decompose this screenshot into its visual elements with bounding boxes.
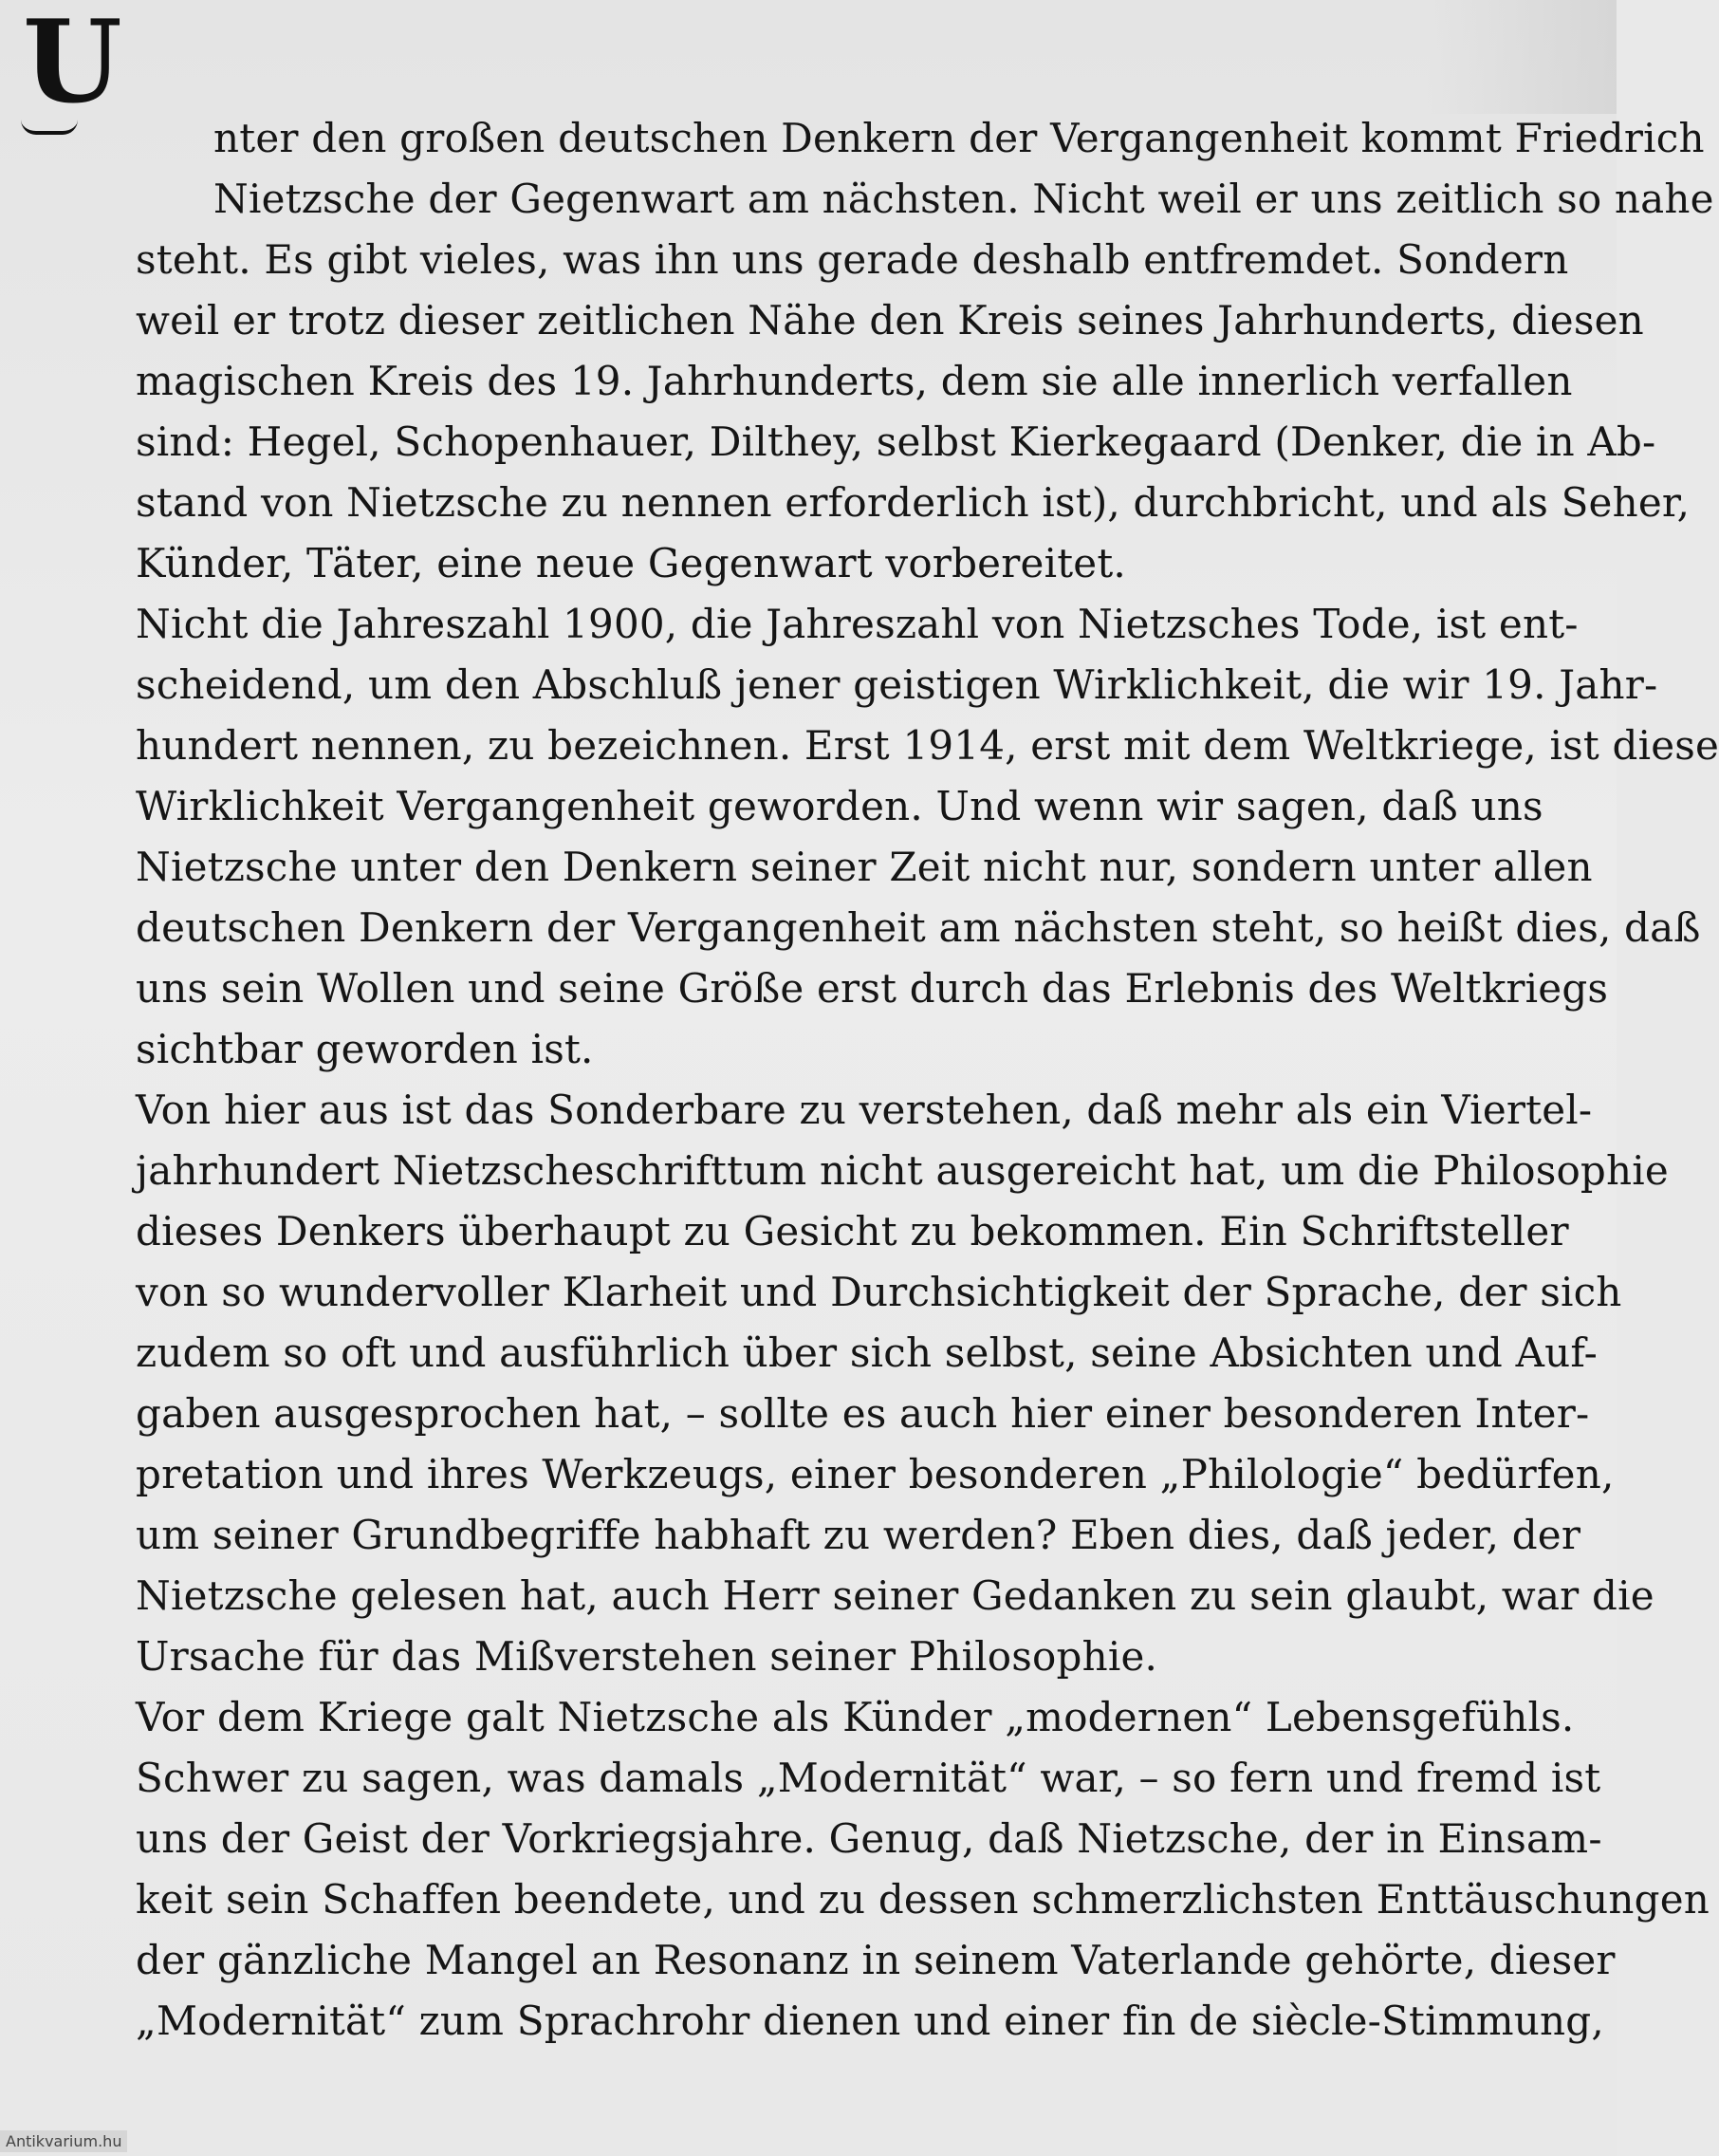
text-line: uns sein Wollen und seine Größe erst durch das Erlebnis des Weltkriegs (136, 965, 1609, 1012)
watermark: Antikvarium.hu (0, 2130, 127, 2152)
paragraph (136, 1080, 1669, 1687)
text-line: sind: Hegel, Schopenhauer, Dilthey, selbst Kierkegaard (Denker, die in Ab- (136, 418, 1656, 465)
text-line: Nietzsche der Gegenwart am nächsten. Nicht weil er uns zeitlich so nahe (213, 176, 1714, 222)
text-line: Nietzsche unter den Denkern seiner Zeit nicht nur, sondern unter allen (136, 844, 1593, 890)
text-line: steht. Es gibt vieles, was ihn uns gerade deshalb entfremdet. Sondern (136, 236, 1569, 283)
text-line: magischen Kreis des 19. Jahrhunderts, dem sie alle innerlich verfallen (136, 358, 1573, 404)
drop-cap: U (23, 0, 122, 129)
text-line: Künder, Täter, eine neue Gegenwart vorbereitet. (136, 540, 1126, 586)
text-line: dieses Denkers überhaupt zu Gesicht zu bekommen. Ein Schriftsteller (136, 1208, 1569, 1255)
text-line: Nietzsche gelesen hat, auch Herr seiner Gedanken zu sein glaubt, war die (136, 1572, 1654, 1619)
text-line: deutschen Denkern der Vergangenheit am nächsten steht, so heißt dies, daß (136, 904, 1701, 951)
text-line: Vor dem Kriege galt Nietzsche als Künder „modernen“ Lebensgefühls. (136, 1694, 1575, 1740)
text-line: weil er trotz dieser zeitlichen Nähe den Kreis seines Jahrhunderts, diesen (136, 297, 1644, 344)
paragraph (136, 594, 1719, 1080)
text-line: jahrhundert Nietzscheschrifttum nicht ausgereicht hat, um die Philosophie (136, 1147, 1669, 1194)
text-line: Nicht die Jahreszahl 1900, die Jahreszahl von Nietzsches Tode, ist ent- (136, 601, 1579, 647)
paragraph (136, 108, 1714, 594)
text-line: um seiner Grundbegriffe habhaft zu werden? Eben dies, daß jeder, der (136, 1512, 1581, 1558)
text-line: der gänzliche Mangel an Resonanz in seinem Vaterlande gehörte, dieser (136, 1937, 1616, 1983)
text-line: stand von Nietzsche zu nennen erforderlich ist), durchbricht, und als Seher, (136, 479, 1691, 526)
text-line: Ursache für das Mißverstehen seiner Philosophie. (136, 1633, 1158, 1680)
text-line: gaben ausgesprochen hat, – sollte es auch hier einer besonderen Inter- (136, 1390, 1590, 1437)
text-line: pretation und ihres Werkzeugs, einer besonderen „Philologie“ bedürfen, (136, 1451, 1615, 1497)
text-line: keit sein Schaffen beendete, und zu dessen schmerzlichsten Enttäuschungen (136, 1876, 1710, 1923)
text-line: scheidend, um den Abschluß jener geistigen Wirklichkeit, die wir 19. Jahr- (136, 661, 1658, 708)
text-line: „Modernität“ zum Sprachrohr dienen und einer fin de siècle-Stimmung, (136, 1998, 1604, 2044)
text-line: sichtbar geworden ist. (136, 1026, 594, 1072)
text-line: von so wundervoller Klarheit und Durchsichtigkeit der Sprache, der sich (136, 1269, 1622, 1315)
text-line: zudem so oft und ausführlich über sich selbst, seine Absichten und Auf- (136, 1329, 1598, 1376)
body-text (136, 108, 1719, 2052)
text-line: uns der Geist der Vorkriegsjahre. Genug, daß Nietzsche, der in Einsam- (136, 1815, 1602, 1862)
text-line: Schwer zu sagen, was damals „Modernität“ war, – so fern und fremd ist (136, 1755, 1601, 1801)
text-line: Von hier aus ist das Sonderbare zu verstehen, daß mehr als ein Viertel- (136, 1087, 1593, 1133)
text-line: nter den großen deutschen Denkern der Vergangenheit kommt Friedrich (213, 115, 1705, 161)
page-bleed-shadow (1427, 0, 1617, 114)
drop-cap-flourish (21, 120, 78, 135)
text-line: hundert nennen, zu bezeichnen. Erst 1914, erst mit dem Weltkriege, ist diese (136, 722, 1719, 769)
text-line: Wirklichkeit Vergangenheit geworden. Und wenn wir sagen, daß uns (136, 783, 1543, 829)
paragraph (136, 1687, 1710, 2052)
